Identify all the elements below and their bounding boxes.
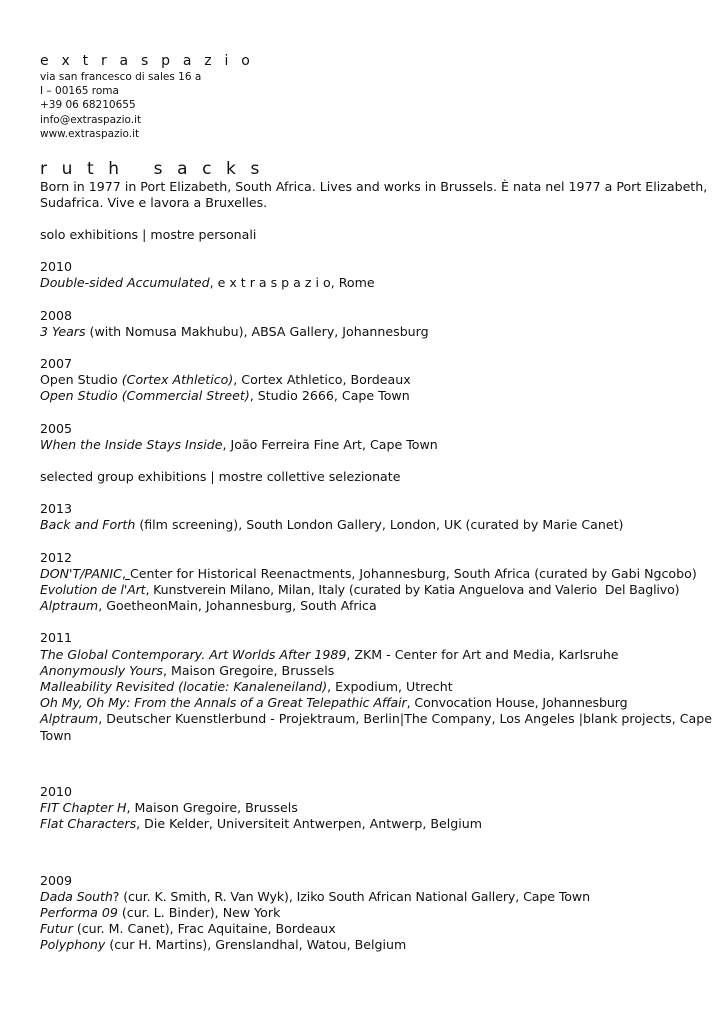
exhibition-details: (film screening), South London Gallery, London, UK (curated by Marie Canet): [135, 517, 624, 533]
exhibition-entry: [40, 566, 720, 582]
group-exhibitions-heading: selected group exhibitions | mostre collettive selezionate: [40, 469, 401, 485]
solo-year: 2005: [40, 420, 73, 436]
exhibition-title: Back and Forth: [40, 517, 136, 533]
exhibition-details: , Kunstverein Milano, Milan, Italy (curated by Katia Anguelova and Valerio Del Baglivo): [145, 582, 680, 598]
exhibition-entry: [40, 921, 720, 937]
exhibition-entry: [40, 324, 720, 340]
exhibition-entry: [40, 711, 720, 743]
exhibition-prefix: Open Studio: [40, 372, 122, 388]
exhibition-details: ? (cur. K. Smith, R. Van Wyk), Iziko South African National Gallery, Cape Town: [112, 888, 590, 904]
exhibition-title: Open Studio (Commercial Street): [40, 388, 250, 404]
exhibition-title: DON'T/PANIC: [40, 565, 122, 581]
exhibition-details: Center for Historical Reenactments, Johannesburg, South Africa (curated by Gabi Ngcobo): [129, 565, 697, 581]
exhibition-separator: ,: [121, 565, 130, 581]
exhibition-title: Polyphony: [40, 937, 106, 953]
exhibition-entry: [40, 937, 720, 953]
exhibition-entry: [40, 517, 720, 533]
exhibition-title: Alptraum: [40, 598, 99, 614]
exhibition-details: , João Ferreira Fine Art, Cape Town: [222, 436, 438, 452]
address-phone: +39 06 68210655: [40, 99, 136, 112]
exhibition-title: Futur: [40, 921, 73, 937]
group-year: 2011: [40, 630, 73, 646]
exhibition-title: 3 Years: [40, 323, 86, 339]
exhibition-entry: [40, 905, 720, 921]
exhibition-title: FIT Chapter H: [40, 800, 127, 816]
solo-exhibitions-heading: solo exhibitions | mostre personali: [40, 227, 257, 243]
exhibition-details: (cur. L. Binder), New York: [117, 904, 281, 920]
solo-year: 2010: [40, 259, 73, 275]
group-year: 2013: [40, 501, 73, 517]
exhibition-details: , Deutscher Kuenstlerbund - Projektraum, Berlin|The Company, Los Angeles |blank projects, Cape Town: [40, 711, 712, 743]
group-year: 2010: [40, 783, 73, 799]
exhibition-entry: [40, 889, 720, 905]
cv-document: [40, 52, 720, 954]
exhibition-title: Alptraum: [40, 711, 99, 727]
exhibition-entry: [40, 679, 720, 695]
exhibition-entry: [40, 437, 720, 453]
gallery-header: [40, 52, 720, 141]
exhibition-title: (Cortex Athletico): [121, 372, 234, 388]
exhibition-entry: [40, 582, 720, 598]
group-year: 2009: [40, 872, 73, 888]
exhibition-details: , Studio 2666, Cape Town: [249, 388, 410, 404]
exhibition-details: , Expodium, Utrecht: [327, 679, 453, 695]
exhibition-title: Performa 09: [40, 904, 118, 920]
exhibition-entry: [40, 372, 720, 388]
exhibition-title: Double-sided Accumulated: [40, 275, 210, 291]
exhibition-entry: [40, 663, 720, 679]
exhibition-entry: [40, 388, 720, 404]
exhibition-entry: [40, 275, 720, 291]
group-year: 2012: [40, 549, 73, 565]
exhibition-entry: [40, 816, 720, 832]
artist-name: r u t h s a c k s: [40, 159, 264, 180]
exhibition-details: (with Nomusa Makhubu), ABSA Gallery, Johannesburg: [85, 323, 429, 339]
exhibition-details: , GoetheonMain, Johannesburg, South Africa: [98, 598, 377, 614]
gallery-name: e x t r a s p a z i o: [40, 53, 254, 69]
artist-bio: Born in 1977 in Port Elizabeth, South Africa. Lives and works in Brussels. È nata nel 1977 a Port Elizabeth, Sudafrica. Vive e lavora a Bruxelles.: [40, 179, 708, 211]
exhibition-title: Malleability Revisited (locatie: Kanaleneiland): [40, 679, 328, 695]
exhibition-details: (cur. M. Canet), Frac Aquitaine, Bordeaux: [72, 921, 336, 937]
exhibition-title: Flat Characters: [40, 816, 137, 832]
exhibition-entry: [40, 695, 720, 711]
exhibition-entry: [40, 800, 720, 816]
address-street: via san francesco di sales 16 a: [40, 71, 202, 83]
exhibition-details: , Cortex Athletico, Bordeaux: [233, 372, 411, 388]
exhibition-title: Dada South: [40, 888, 113, 904]
exhibition-details: , e x t r a s p a z i o, Rome: [209, 275, 375, 291]
exhibition-details: , Convocation House, Johannesburg: [406, 695, 628, 711]
exhibition-details: (cur H. Martins), Grenslandhal, Watou, Belgium: [105, 937, 407, 953]
exhibition-entry: [40, 647, 720, 663]
exhibition-details: , ZKM - Center for Art and Media, Karlsruhe: [346, 646, 619, 662]
address-city: I – 00165 roma: [40, 85, 119, 98]
address-website: www.extraspazio.it: [40, 127, 140, 140]
exhibition-details: , Maison Gregoire, Brussels: [162, 662, 335, 678]
exhibition-details: , Maison Gregoire, Brussels: [126, 800, 298, 816]
exhibition-title: Evolution de l'Art: [40, 582, 146, 598]
exhibition-title: When the Inside Stays Inside: [40, 436, 223, 452]
exhibition-entry: [40, 598, 720, 614]
solo-year: 2008: [40, 307, 73, 323]
solo-year: 2007: [40, 356, 73, 372]
exhibition-title: Oh My, Oh My: From the Annals of a Great Telepathic Affair: [40, 695, 407, 711]
exhibition-title: The Global Contemporary. Art Worlds After 1989: [40, 646, 347, 662]
exhibition-title: Anonymously Yours: [40, 662, 163, 678]
exhibition-details: , Die Kelder, Universiteit Antwerpen, Antwerp, Belgium: [136, 816, 483, 832]
address-email: info@extraspazio.it: [40, 113, 142, 126]
